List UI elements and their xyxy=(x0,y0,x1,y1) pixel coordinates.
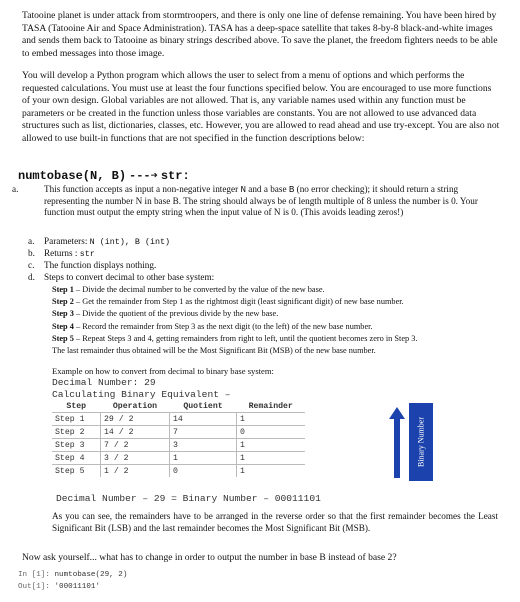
col-remainder-header: Remainder xyxy=(248,401,293,411)
step-line: Step 2 – Get the remainder from Step 1 as the rightmost digit (least significant digit) of new base number. xyxy=(52,297,404,307)
in-code: numtobase(29, 2) xyxy=(54,571,128,579)
cell-remainder: 1 xyxy=(237,413,306,426)
table-row xyxy=(52,439,305,452)
binary-conversion-table xyxy=(52,400,305,477)
cell-step: Step 5 xyxy=(52,465,101,478)
cell-operation: 3 / 2 xyxy=(101,452,170,465)
cell-operation: 7 / 2 xyxy=(101,439,170,452)
table-row xyxy=(52,413,305,426)
example-decimal-line: Decimal Number: 29 xyxy=(52,377,156,388)
example-conclusion: As you can see, the remainders have to be arranged in the reverse order so that the first remainder becomes the Least Significant Bit (LSB) and the last remainder becomes the Most Significant Bit (MSB). xyxy=(52,511,498,534)
intro-paragraph-2: You will develop a Python program which allows the user to select from a menu of options and which performs the requested calculations. You must use at least the four functions specified below. You are encouraged to use more functions of your own design. Global variables are not allowed. That is, any variable names used within any function must be parameters or be created in the function unless those variables are constants. You are not allowed to use advanced data structures such as list, dictionaries, classes, etc. However, you are allowed to read ahead and use try-except. You are also not allowed to use built-in functions that are not specified in the function descriptions below: xyxy=(22,70,500,144)
function-heading xyxy=(18,168,190,183)
cell-step: Step 4 xyxy=(52,452,101,465)
steps-list xyxy=(52,284,502,357)
item-c-label: c. xyxy=(28,260,35,270)
output-cell xyxy=(18,583,100,591)
cell-operation: 29 / 2 xyxy=(101,413,170,426)
item-r-text: Returns : xyxy=(44,248,80,258)
item-a-description xyxy=(12,184,502,219)
cell-step: Step 3 xyxy=(52,439,101,452)
cell-quotient: 7 xyxy=(170,426,237,439)
example-intro: Example on how to convert from decimal to binary base system: xyxy=(52,366,274,376)
col-operation-header: Operation xyxy=(112,401,158,411)
function-signature: numtobase(N, B) xyxy=(18,169,127,183)
table-row xyxy=(52,426,305,439)
item-displays xyxy=(28,260,502,272)
item-c-text: The function displays nothing. xyxy=(44,260,157,270)
ask-yourself-question: Now ask yourself... what has to change in order to output the number in base B instead of base 2? xyxy=(22,552,397,563)
input-cell xyxy=(18,571,127,579)
cell-remainder: 1 xyxy=(237,439,306,452)
code-b: B xyxy=(288,184,295,195)
up-arrow-icon xyxy=(389,407,405,478)
cell-quotient: 3 xyxy=(170,439,237,452)
cell-quotient: 14 xyxy=(170,413,237,426)
item-p-text: Parameters: xyxy=(44,236,90,246)
code-n: N xyxy=(240,184,246,195)
item-steps-intro xyxy=(28,272,502,284)
binary-number-label: Binary Number xyxy=(416,417,426,467)
col-step-header: Step xyxy=(66,401,87,411)
return-type: str: xyxy=(160,169,190,183)
step-line: Step 1 – Divide the decimal number to be converted by the value of the new base. xyxy=(52,285,325,294)
item-parameters xyxy=(28,236,502,249)
step-line: Step 3 – Divide the quotient of the previous divide by the new base. xyxy=(52,309,279,319)
item-a-text-1: This function accepts as input a non-negative integer xyxy=(44,184,241,194)
out-value: '00011101' xyxy=(54,583,101,591)
cell-remainder: 1 xyxy=(237,465,306,478)
item-p-code: N (int), B (int) xyxy=(89,237,171,247)
intro-paragraph-1: Tatooine planet is under attack from stormtroopers, and there is only one line of defense remaining. You have been hired by TASA (Tatooine Air and Space Administration). TASA has a deep-space satellite that takes 8-by-8 black-and-white images and sends them back to Tatooine as binary strings described above. To save the planet, the freedom fighters needs to be able to embed messages into those image. xyxy=(22,10,498,59)
item-a-text-2: and a base xyxy=(245,184,289,194)
item-r-code: str xyxy=(79,249,95,259)
item-d-label: d. xyxy=(28,272,35,282)
table-row xyxy=(52,465,305,478)
cell-operation: 14 / 2 xyxy=(101,426,170,439)
step-line: Step 5 – Repeat Steps 3 and 4, getting remainders from right to left, until the quotient becomes zero in Step 3. xyxy=(52,333,418,343)
item-d-text: Steps to convert decimal to other base system: xyxy=(44,272,215,282)
item-a-text-3: (no error checking); it should return a string representing the number N in base B. The string should always be of length multiple of 8 unless the number is 0. Your function must output the empty string when the input value of N is 0. (This avoids leading zeros!) xyxy=(44,184,478,218)
item-returns xyxy=(28,248,502,261)
table-header-row xyxy=(52,400,305,413)
col-quotient-header: Quotient xyxy=(183,401,223,411)
example-result-line: Decimal Number – 29 = Binary Number – 00011101 xyxy=(56,493,321,504)
out-prompt: Out[1]: xyxy=(18,583,50,591)
binary-number-label-box xyxy=(409,403,433,481)
item-r-label: b. xyxy=(28,248,35,258)
step-line: Step 4 – Record the remainder from Step 3 as the next digit (to the left) of the new base number. xyxy=(52,321,373,331)
cell-operation: 1 / 2 xyxy=(101,465,170,478)
cell-step: Step 2 xyxy=(52,426,101,439)
cell-quotient: 1 xyxy=(170,452,237,465)
item-p-label: a. xyxy=(28,236,35,246)
cell-remainder: 0 xyxy=(237,426,306,439)
return-arrow: ---➔ xyxy=(129,169,158,183)
in-prompt: In [1]: xyxy=(18,571,50,579)
cell-quotient: 0 xyxy=(170,465,237,478)
table-row xyxy=(52,452,305,465)
cell-step: Step 1 xyxy=(52,413,101,426)
item-a-label: a. xyxy=(12,184,19,194)
cell-remainder: 1 xyxy=(237,452,306,465)
step-line: The last remainder thus obtained will be the Most Significant Bit (MSB) of the new base number. xyxy=(52,346,376,356)
example-calc-line: Calculating Binary Equivalent – xyxy=(52,389,231,400)
